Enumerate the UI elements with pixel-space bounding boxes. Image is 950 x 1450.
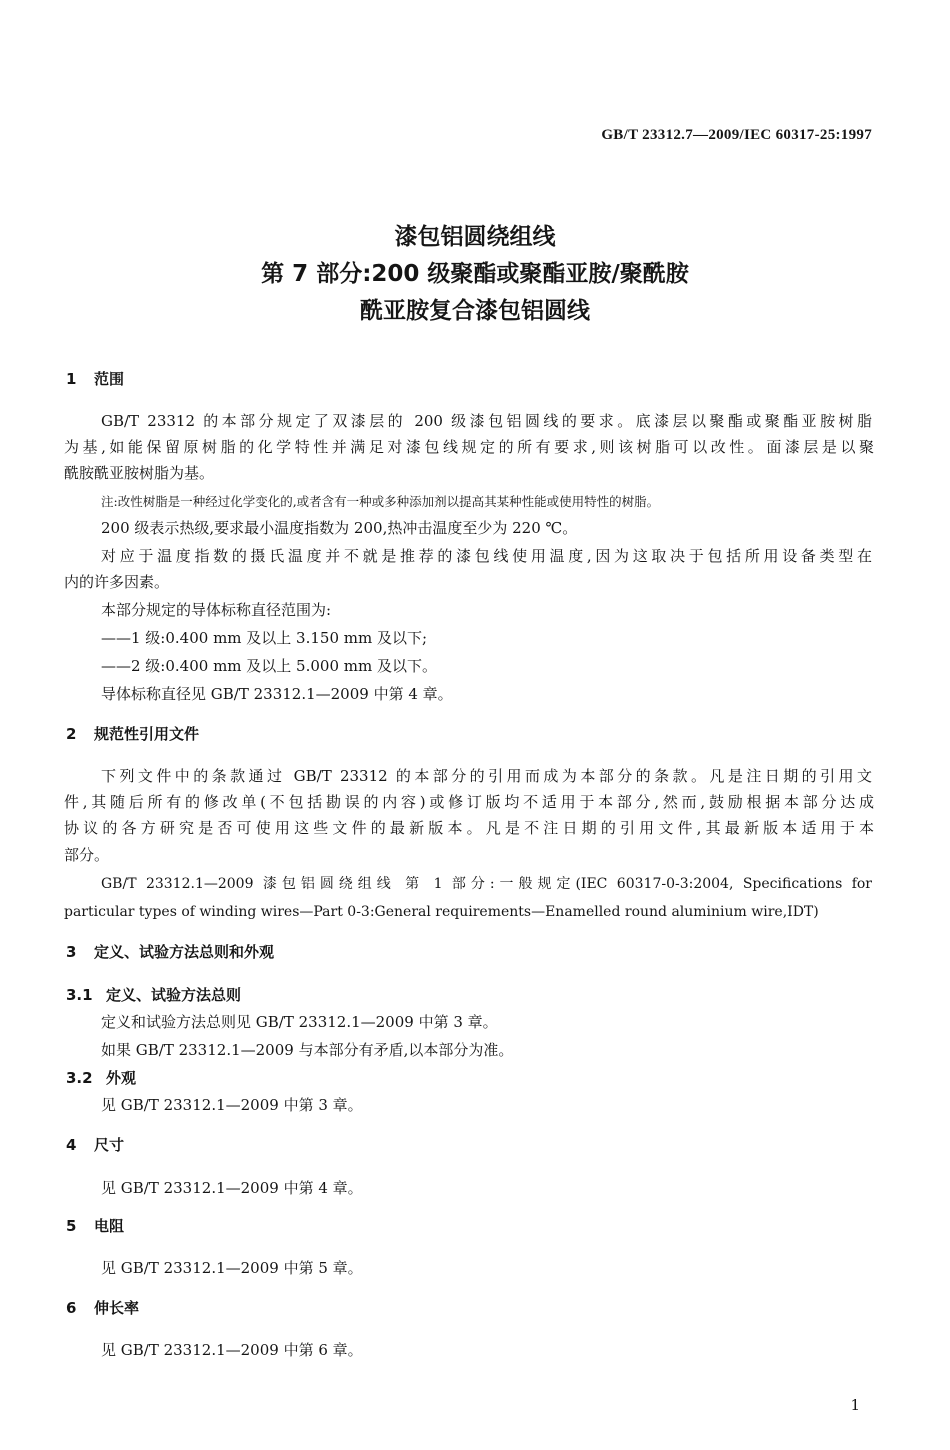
section-5-title: 电阻 bbox=[94, 1217, 125, 1235]
s3-paragraph-line: 定义和试验方法总则见 GB/T 23312.1—2009 中第 3 章。 bbox=[101, 1013, 498, 1031]
section-3-1-heading bbox=[66, 985, 241, 1005]
section-1-heading bbox=[66, 369, 124, 389]
section-2-number: 2 bbox=[66, 725, 77, 743]
s2-reference-line: particular types of winding wires—Part 0-3:General requirements—Enamelled round aluminium wire,IDT) bbox=[64, 904, 819, 920]
section-3-1-number: 3.1 bbox=[66, 986, 93, 1004]
s1-paragraph-line: 为基,如能保留原树脂的化学特性并满足对漆包线规定的所有要求,则该树脂可以改性。面漆层是以聚 bbox=[64, 438, 874, 456]
section-6-title: 伸长率 bbox=[94, 1299, 140, 1317]
s2-paragraph-line: 下列文件中的条款通过 GB/T 23312 的本部分的引用而成为本部分的条款。凡是注日期的引用文 bbox=[101, 767, 872, 785]
s5-paragraph-line: 见 GB/T 23312.1—2009 中第 5 章。 bbox=[101, 1259, 363, 1277]
s1-paragraph-line: 本部分规定的导体标称直径范围为: bbox=[101, 601, 332, 619]
section-4-heading bbox=[66, 1135, 124, 1155]
s1-paragraph-line: 导体标称直径见 GB/T 23312.1—2009 中第 4 章。 bbox=[101, 685, 453, 703]
title-line-3: 酰亚胺复合漆包铝圆线 bbox=[360, 298, 590, 324]
section-1-number: 1 bbox=[66, 370, 77, 388]
section-2-heading bbox=[66, 724, 199, 744]
section-3-heading bbox=[66, 942, 274, 962]
section-3-2-heading bbox=[66, 1068, 136, 1088]
section-5-heading bbox=[66, 1216, 124, 1236]
section-1-title: 范围 bbox=[94, 370, 125, 388]
s1-paragraph-line: 内的许多因素。 bbox=[64, 573, 170, 591]
s1-paragraph-line: 200 级表示热级,要求最小温度指数为 200,热冲击温度至少为 220 ℃。 bbox=[101, 519, 578, 537]
s3-paragraph-line: 如果 GB/T 23312.1—2009 与本部分有矛盾,以本部分为准。 bbox=[101, 1041, 514, 1059]
s1-paragraph-line: 酰胺酰亚胺树脂为基。 bbox=[64, 464, 215, 482]
title-line-2: 第 7 部分:200 级聚酯或聚酯亚胺/聚酰胺 bbox=[261, 261, 689, 287]
s2-reference-line: GB/T 23312.1—2009 漆包铝圆绕组线 第 1 部分:一般规定(IEC 60317-0-3:2004, Specifications for bbox=[101, 876, 872, 892]
s2-paragraph-line: 部分。 bbox=[64, 846, 110, 864]
s1-paragraph-line: GB/T 23312 的本部分规定了双漆层的 200 级漆包铝圆线的要求。底漆层以聚酯或聚酯亚胺树脂 bbox=[101, 412, 872, 430]
section-5-number: 5 bbox=[66, 1217, 77, 1235]
title-line-1: 漆包铝圆绕组线 bbox=[394, 224, 556, 250]
s2-paragraph-line: 协议的各方研究是否可使用这些文件的最新版本。凡是不注日期的引用文件,其最新版本适用于本 bbox=[64, 819, 874, 837]
section-3-2-title: 外观 bbox=[106, 1069, 137, 1087]
section-3-2-number: 3.2 bbox=[66, 1069, 93, 1087]
section-2-title: 规范性引用文件 bbox=[94, 725, 200, 743]
page-number: 1 bbox=[850, 1396, 860, 1414]
standard-number: GB/T 23312.7—2009/IEC 60317-25:1997 bbox=[601, 127, 872, 143]
s1-paragraph-line: 对应于温度指数的摄氏温度并不就是推荐的漆包线使用温度,因为这取决于包括所用设备类型在 bbox=[101, 547, 872, 565]
s1-list-item: ——2 级:0.400 mm 及以上 5.000 mm 及以下。 bbox=[101, 657, 437, 675]
s1-list-item: ——1 级:0.400 mm 及以上 3.150 mm 及以下; bbox=[101, 629, 428, 647]
section-4-number: 4 bbox=[66, 1136, 77, 1154]
section-3-title: 定义、试验方法总则和外观 bbox=[94, 943, 275, 961]
s2-paragraph-line: 件,其随后所有的修改单(不包括勘误的内容)或修订版均不适用于本部分,然而,鼓励根据本部分达成 bbox=[64, 793, 874, 811]
s4-paragraph-line: 见 GB/T 23312.1—2009 中第 4 章。 bbox=[101, 1179, 363, 1197]
section-3-number: 3 bbox=[66, 943, 77, 961]
s6-paragraph-line: 见 GB/T 23312.1—2009 中第 6 章。 bbox=[101, 1341, 363, 1359]
s1-note: 注:改性树脂是一种经过化学变化的,或者含有一种或多种添加剂以提高其某种性能或使用特性的树脂。 bbox=[101, 494, 660, 509]
section-6-number: 6 bbox=[66, 1299, 77, 1317]
s3-paragraph-line: 见 GB/T 23312.1—2009 中第 3 章。 bbox=[101, 1096, 363, 1114]
section-3-1-title: 定义、试验方法总则 bbox=[106, 986, 242, 1004]
section-4-title: 尺寸 bbox=[94, 1136, 125, 1154]
section-6-heading bbox=[66, 1298, 139, 1318]
